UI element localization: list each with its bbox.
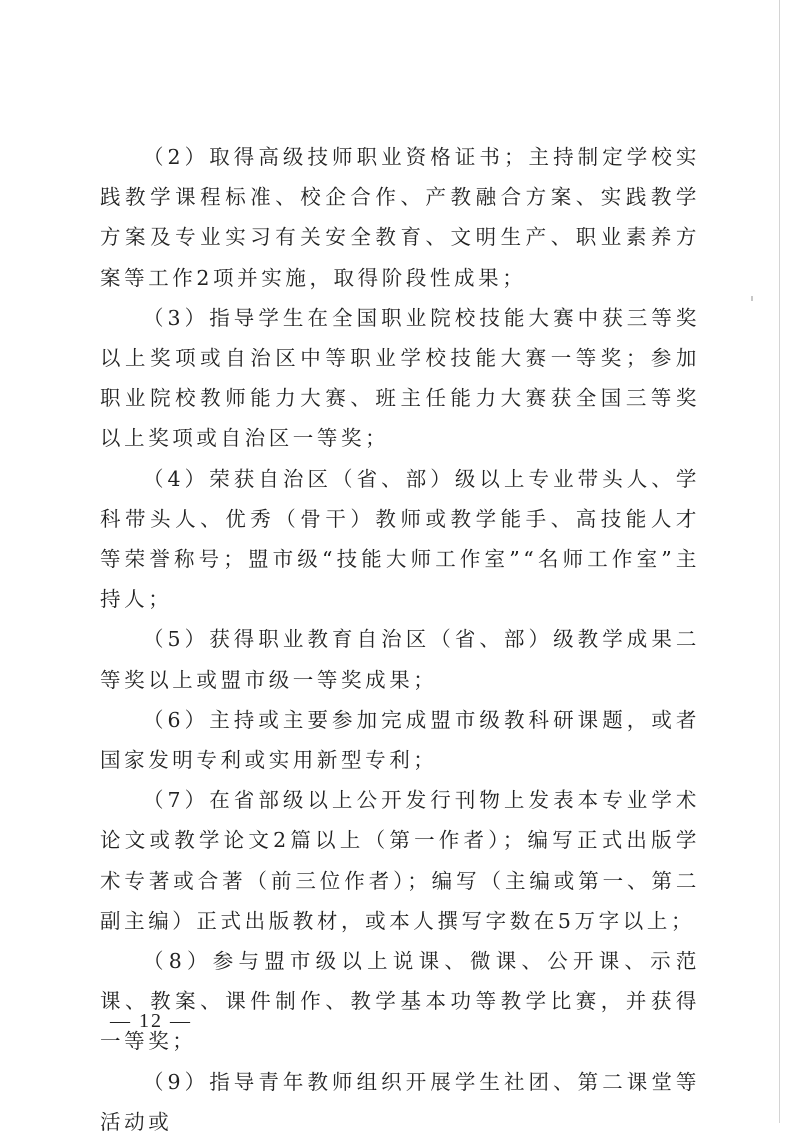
scan-speck xyxy=(751,296,753,301)
document-body xyxy=(100,137,700,1142)
paragraph-item-7: （7）在省部级以上公开发行刊物上发表本专业学术论文或教学论文2篇以上（第一作者）；编写正式出版学术专著或合著（前三位作者）；编写（主编或第一、第二副主编）正式出版教材，或本人撰写字数在5万字以上； xyxy=(100,788,700,933)
paragraph-item-4: （4）荣获自治区（省、部）级以上专业带头人、学科带头人、优秀（骨干）教师或教学能手、高技能人才等荣誉称号；盟市级“技能大师工作室”“名师工作室”主持人； xyxy=(100,466,700,612)
paragraph-item-2: （2）取得高级技师职业资格证书；主持制定学校实践教学课程标准、校企合作、产教融合方案、实践教学方案及专业实习有关安全教育、文明生产、职业素养方案等工作2项并实施，取得阶段性成果； xyxy=(100,145,700,290)
paragraph-item-9: （9）指导青年教师组织开展学生社团、第二课堂等活动或 xyxy=(100,1069,700,1134)
scan-edge-line xyxy=(779,0,780,1123)
page-number: — 12 — xyxy=(110,1010,192,1032)
paragraph-item-5: （5）获得职业教育自治区（省、部）级教学成果二等奖以上或盟市级一等奖成果； xyxy=(100,627,700,692)
paragraph-item-6: （6）主持或主要参加完成盟市级教科研课题，或者国家发明专利或实用新型专利； xyxy=(100,707,700,773)
paragraph-item-8: （8）参与盟市级以上说课、微课、公开课、示范课、教案、课件制作、教学基本功等教学比赛，并获得一等奖； xyxy=(100,949,700,1054)
paragraph-item-3: （3）指导学生在全国职业院校技能大赛中获三等奖以上奖项或自治区中等职业学校技能大赛一等奖；参加职业院校教师能力大赛、班主任能力大赛获全国三等奖以上奖项或自治区一等奖； xyxy=(100,305,700,451)
